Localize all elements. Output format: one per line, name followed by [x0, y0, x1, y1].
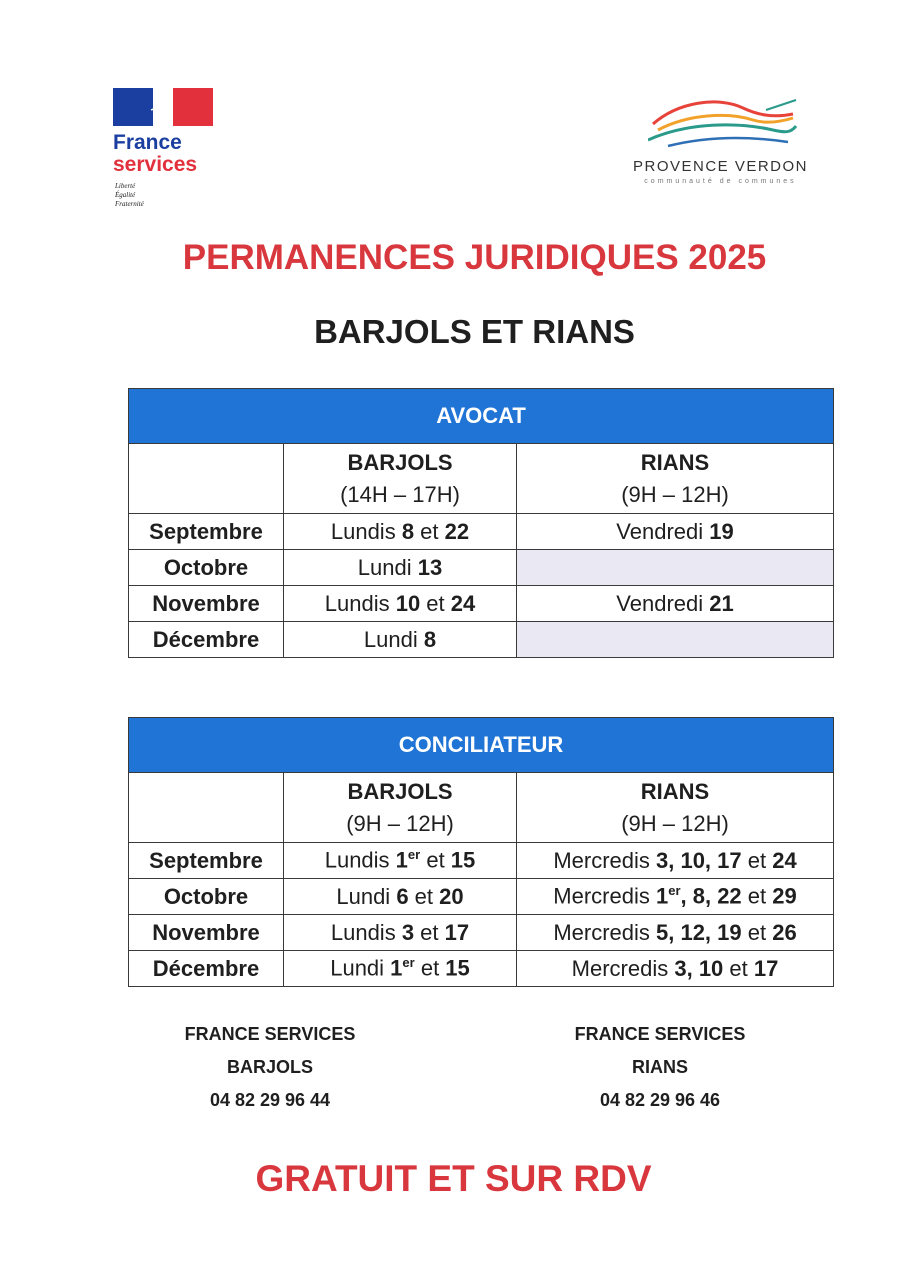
page-subtitle: BARJOLS ET RIANS	[314, 313, 635, 350]
france-services-line2: services	[113, 153, 198, 176]
page-title: PERMANENCES JURIDIQUES 2025	[182, 238, 767, 277]
table-row	[129, 586, 834, 622]
rians-date-cell: Mercredis 3, 10 et 17	[517, 951, 834, 987]
barjols-date-cell: Lundi 6 et 20	[284, 879, 517, 915]
france-services-logo	[113, 88, 223, 218]
month-cell: Novembre	[129, 915, 284, 951]
barjols-date-cell: Lundis 3 et 17	[284, 915, 517, 951]
barjols-date-cell: Lundis 1er et 15	[284, 843, 517, 879]
rians-date-cell: Vendredi 21	[517, 586, 834, 622]
month-cell: Décembre	[129, 951, 284, 987]
contact-barjols	[140, 1018, 400, 1117]
table-row	[129, 550, 834, 586]
footer-notice: GRATUIT ET SUR RDV	[255, 1158, 652, 1199]
rians-date-cell: Mercredis 1er, 8, 22 et 29	[517, 879, 834, 915]
rians-date-cell	[517, 550, 834, 586]
contact-phone[interactable]: 04 82 29 96 46	[599, 1090, 721, 1110]
provence-verdon-logo	[618, 96, 823, 196]
table-row	[129, 514, 834, 550]
rians-date-cell: Mercredis 3, 10, 17 et 24	[517, 843, 834, 879]
month-cell: Septembre	[129, 843, 284, 879]
contact-rians	[530, 1018, 790, 1117]
table-row	[129, 879, 834, 915]
conciliateur-header: CONCILIATEUR	[129, 718, 834, 773]
contact-town: RIANS	[631, 1057, 688, 1077]
table-row	[129, 843, 834, 879]
empty-header-cell	[129, 773, 284, 843]
rians-column-header: RIANS (9H – 12H)	[517, 773, 834, 843]
barjols-date-cell: Lundis 10 et 24	[284, 586, 517, 622]
month-cell: Septembre	[129, 514, 284, 550]
provence-verdon-name: PROVENCE VERDON	[632, 158, 809, 175]
republic-motto: Liberté Égalité Fraternité	[115, 182, 144, 208]
barjols-date-cell: Lundi 13	[284, 550, 517, 586]
rians-date-cell: Vendredi 19	[517, 514, 834, 550]
table-row	[129, 915, 834, 951]
rians-date-cell	[517, 622, 834, 658]
month-cell: Octobre	[129, 879, 284, 915]
barjols-date-cell: Lundi 8	[284, 622, 517, 658]
contact-label: FRANCE SERVICES	[184, 1024, 356, 1044]
month-cell: Novembre	[129, 586, 284, 622]
france-services-line1: France	[113, 131, 182, 154]
avocat-table	[128, 388, 834, 658]
table-row	[129, 951, 834, 987]
barjols-column-header: BARJOLS (9H – 12H)	[284, 773, 517, 843]
conciliateur-table	[128, 717, 834, 987]
rians-date-cell: Mercredis 5, 12, 19 et 26	[517, 915, 834, 951]
empty-header-cell	[129, 444, 284, 514]
month-cell: Octobre	[129, 550, 284, 586]
contact-phone[interactable]: 04 82 29 96 44	[209, 1090, 331, 1110]
month-cell: Décembre	[129, 622, 284, 658]
barjols-date-cell: Lundis 8 et 22	[284, 514, 517, 550]
hills-swoosh-icon	[648, 96, 798, 152]
avocat-header: AVOCAT	[129, 389, 834, 444]
barjols-date-cell: Lundi 1er et 15	[284, 951, 517, 987]
contact-town: BARJOLS	[226, 1057, 313, 1077]
barjols-column-header: BARJOLS (14H – 17H)	[284, 444, 517, 514]
provence-verdon-subtitle: communauté de communes	[644, 178, 797, 185]
table-row	[129, 622, 834, 658]
marianne-icon	[147, 94, 177, 124]
rians-column-header: RIANS (9H – 12H)	[517, 444, 834, 514]
contact-label: FRANCE SERVICES	[574, 1024, 746, 1044]
